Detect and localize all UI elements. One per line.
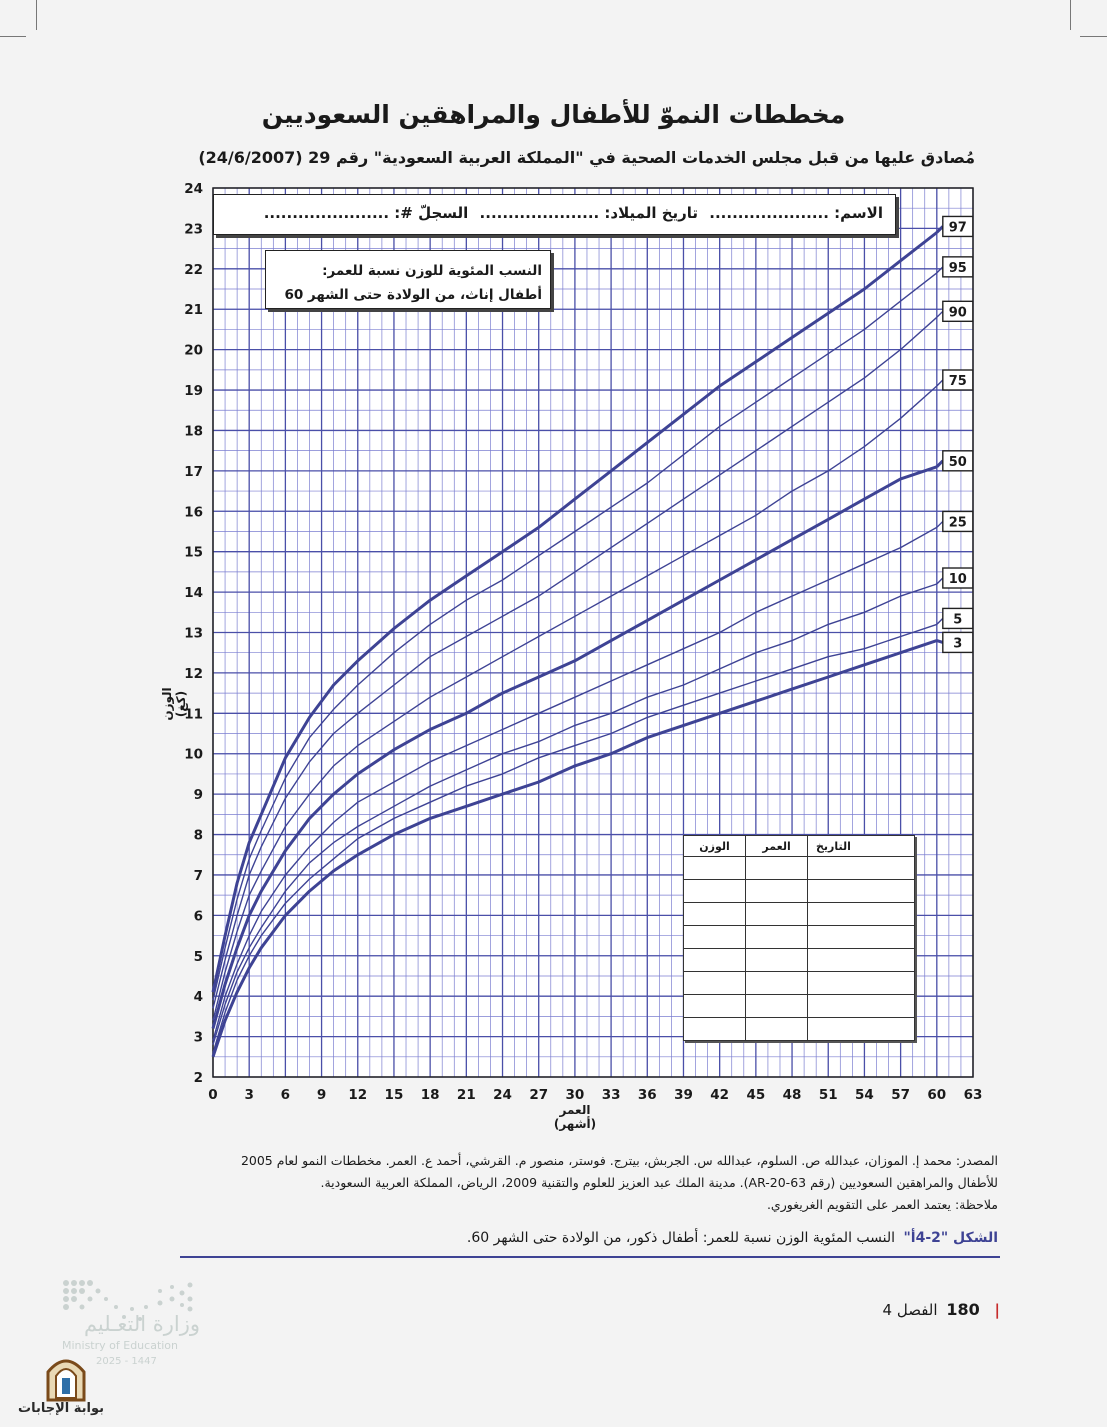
x-tick-label: 33 [601,1087,621,1103]
table-cell[interactable] [684,880,746,903]
x-tick-label: 18 [420,1087,440,1103]
ministry-year: 2025 - 1447 [96,1356,157,1367]
x-tick-label: 54 [855,1087,874,1103]
x-tick-label: 12 [348,1087,368,1103]
note-line: ملاحظة: يعتمد العمر على التقويم الغريغوري. [766,1197,998,1212]
table-row [684,926,915,949]
y-tick-label: 23 [184,221,203,238]
x-tick-label: 24 [493,1087,512,1103]
percentile-label-97: 97 [948,220,967,236]
patient-info-box [213,194,896,235]
table-cell[interactable] [808,949,915,972]
y-tick-label: 24 [184,181,203,197]
y-tick-label: 16 [184,504,203,521]
figure-label: الشكل "2-4أ" [903,1230,998,1246]
y-axis-title: الوزن (كغ) [160,687,188,721]
percentile-label-3: 3 [953,636,963,652]
footer-bar: | [994,1301,1000,1319]
x-tick-label: 30 [565,1087,585,1103]
percentile-connector [937,641,943,643]
chapter-label: الفصل 4 [882,1301,938,1319]
table-row [684,995,915,1018]
x-tick-label: 42 [710,1087,730,1103]
y-tick-label: 13 [184,625,203,642]
x-tick-label: 48 [782,1087,802,1103]
table-cell[interactable] [808,857,915,880]
column-header-age: العمر [746,836,808,857]
y-tick-label: 14 [184,585,203,602]
measurement-table [683,835,915,1041]
figure-caption [190,1230,998,1246]
x-tick-label: 0 [208,1087,218,1103]
table-row [684,949,915,972]
table-cell[interactable] [808,926,915,949]
record-field[interactable]: السجلّ #: ...................... [263,204,469,222]
x-tick-label: 6 [280,1087,291,1103]
y-tick-label: 18 [184,423,203,440]
page-number: 180 [946,1300,980,1319]
table-row [684,880,915,903]
table-cell[interactable] [746,995,808,1018]
table-cell[interactable] [746,926,808,949]
table-cell[interactable] [746,1018,808,1041]
percentile-label-95: 95 [948,260,967,276]
birth-date-field[interactable]: تاريخ الميلاد: ..................... [479,204,699,222]
y-tick-label: 9 [193,787,203,804]
source-citation [150,1150,998,1216]
table-cell[interactable] [746,903,808,926]
ministry-name-english: Ministry of Education [62,1339,179,1352]
page-title: مخططات النموّ للأطفال والمراهقين السعوديين [261,100,846,129]
table-cell[interactable] [684,949,746,972]
watermark-logo-icon [44,1352,88,1402]
figure-caption-text: النسب المئوية الوزن نسبة للعمر: أطفال ذكور، من الولادة حتى الشهر 60. [466,1230,896,1246]
column-header-weight: الوزن [684,836,746,857]
x-tick-label: 39 [674,1087,693,1103]
y-tick-label: 21 [184,302,203,319]
y-tick-label: 15 [184,544,203,561]
y-tick-label: 17 [184,463,203,480]
y-tick-label: 5 [193,948,203,965]
y-tick-label: 10 [184,746,203,763]
table-cell[interactable] [808,1018,915,1041]
source-line: المصدر: محمد إ. الموزان، عبدالله ص. السلوم، عبدالله س. الجربش، بيترج. فوستر، منصور م. القرشي، أحمد ع. العمر. مخططات النمو لعام 2005 [240,1153,998,1168]
table-cell[interactable] [808,903,915,926]
x-tick-label: 36 [637,1087,657,1103]
x-tick-label: 60 [927,1087,947,1103]
percentile-label-90: 90 [948,305,967,321]
column-header-date: التاريخ [808,836,915,857]
ministry-name-arabic: وزارة التعـليم [83,1312,200,1336]
table-cell[interactable] [684,1018,746,1041]
y-tick-label: 22 [184,261,203,278]
chart-legend-box [265,250,551,309]
y-tick-label: 4 [193,989,203,1006]
percentile-label-75: 75 [948,374,967,390]
percentile-label-5: 5 [953,612,963,628]
y-tick-label: 2 [193,1070,203,1086]
page-subtitle: مُصادق عليها من قبل مجلس الخدمات الصحية في "المملكة العربية السعودية" رقم 29 (24/6/2007) [198,148,975,167]
table-cell[interactable] [684,972,746,995]
y-tick-label: 20 [184,342,203,359]
table-cell[interactable] [808,972,915,995]
y-tick-label: 11 [184,706,203,723]
table-cell[interactable] [746,949,808,972]
table-row [684,903,915,926]
table-cell[interactable] [746,972,808,995]
legend-line: النسب المئوية للوزن نسبة للعمر: [322,263,542,279]
table-cell[interactable] [684,857,746,880]
x-tick-label: 63 [963,1087,983,1103]
table-cell[interactable] [684,995,746,1018]
table-cell[interactable] [746,857,808,880]
legend-line: أطفال إناث، من الولادة حتى الشهر 60 [284,287,542,303]
table-header-row [684,836,915,857]
watermark-text: بوابة الإجابات [18,1401,104,1416]
table-cell[interactable] [808,880,915,903]
table-row [684,972,915,995]
table-row [684,1018,915,1041]
y-tick-label: 7 [193,867,203,884]
x-tick-label: 3 [244,1087,254,1103]
percentile-label-10: 10 [948,572,967,588]
y-tick-label: 8 [193,827,203,844]
x-axis-title: العمر (أشهر) [553,1103,597,1131]
x-tick-label: 51 [818,1087,838,1103]
source-line: للأطفال والمراهقين السعوديين (رقم AR-20-63). مدينة الملك عبد العزيز للعلوم والتقنية 2009، الرياض، المملكة العربية السعودية. [320,1175,998,1190]
y-tick-label: 12 [184,665,203,682]
x-tick-label: 27 [529,1087,549,1103]
caption-rule [180,1256,1000,1258]
table-cell[interactable] [684,903,746,926]
name-field[interactable]: الاسم: ..................... [709,204,883,222]
x-tick-label: 45 [746,1087,766,1103]
table-cell[interactable] [808,995,915,1018]
table-row [684,857,915,880]
percentile-label-25: 25 [948,515,967,531]
page-footer [850,1300,1000,1319]
y-tick-label: 3 [193,1029,203,1046]
x-tick-label: 15 [384,1087,404,1103]
x-tick-label: 21 [456,1087,476,1103]
x-tick-label: 9 [316,1087,327,1103]
y-tick-label: 19 [184,383,203,400]
percentile-label-50: 50 [948,454,967,470]
x-tick-label: 57 [891,1087,911,1103]
y-tick-label: 6 [193,908,203,925]
table-cell[interactable] [684,926,746,949]
table-cell[interactable] [746,880,808,903]
